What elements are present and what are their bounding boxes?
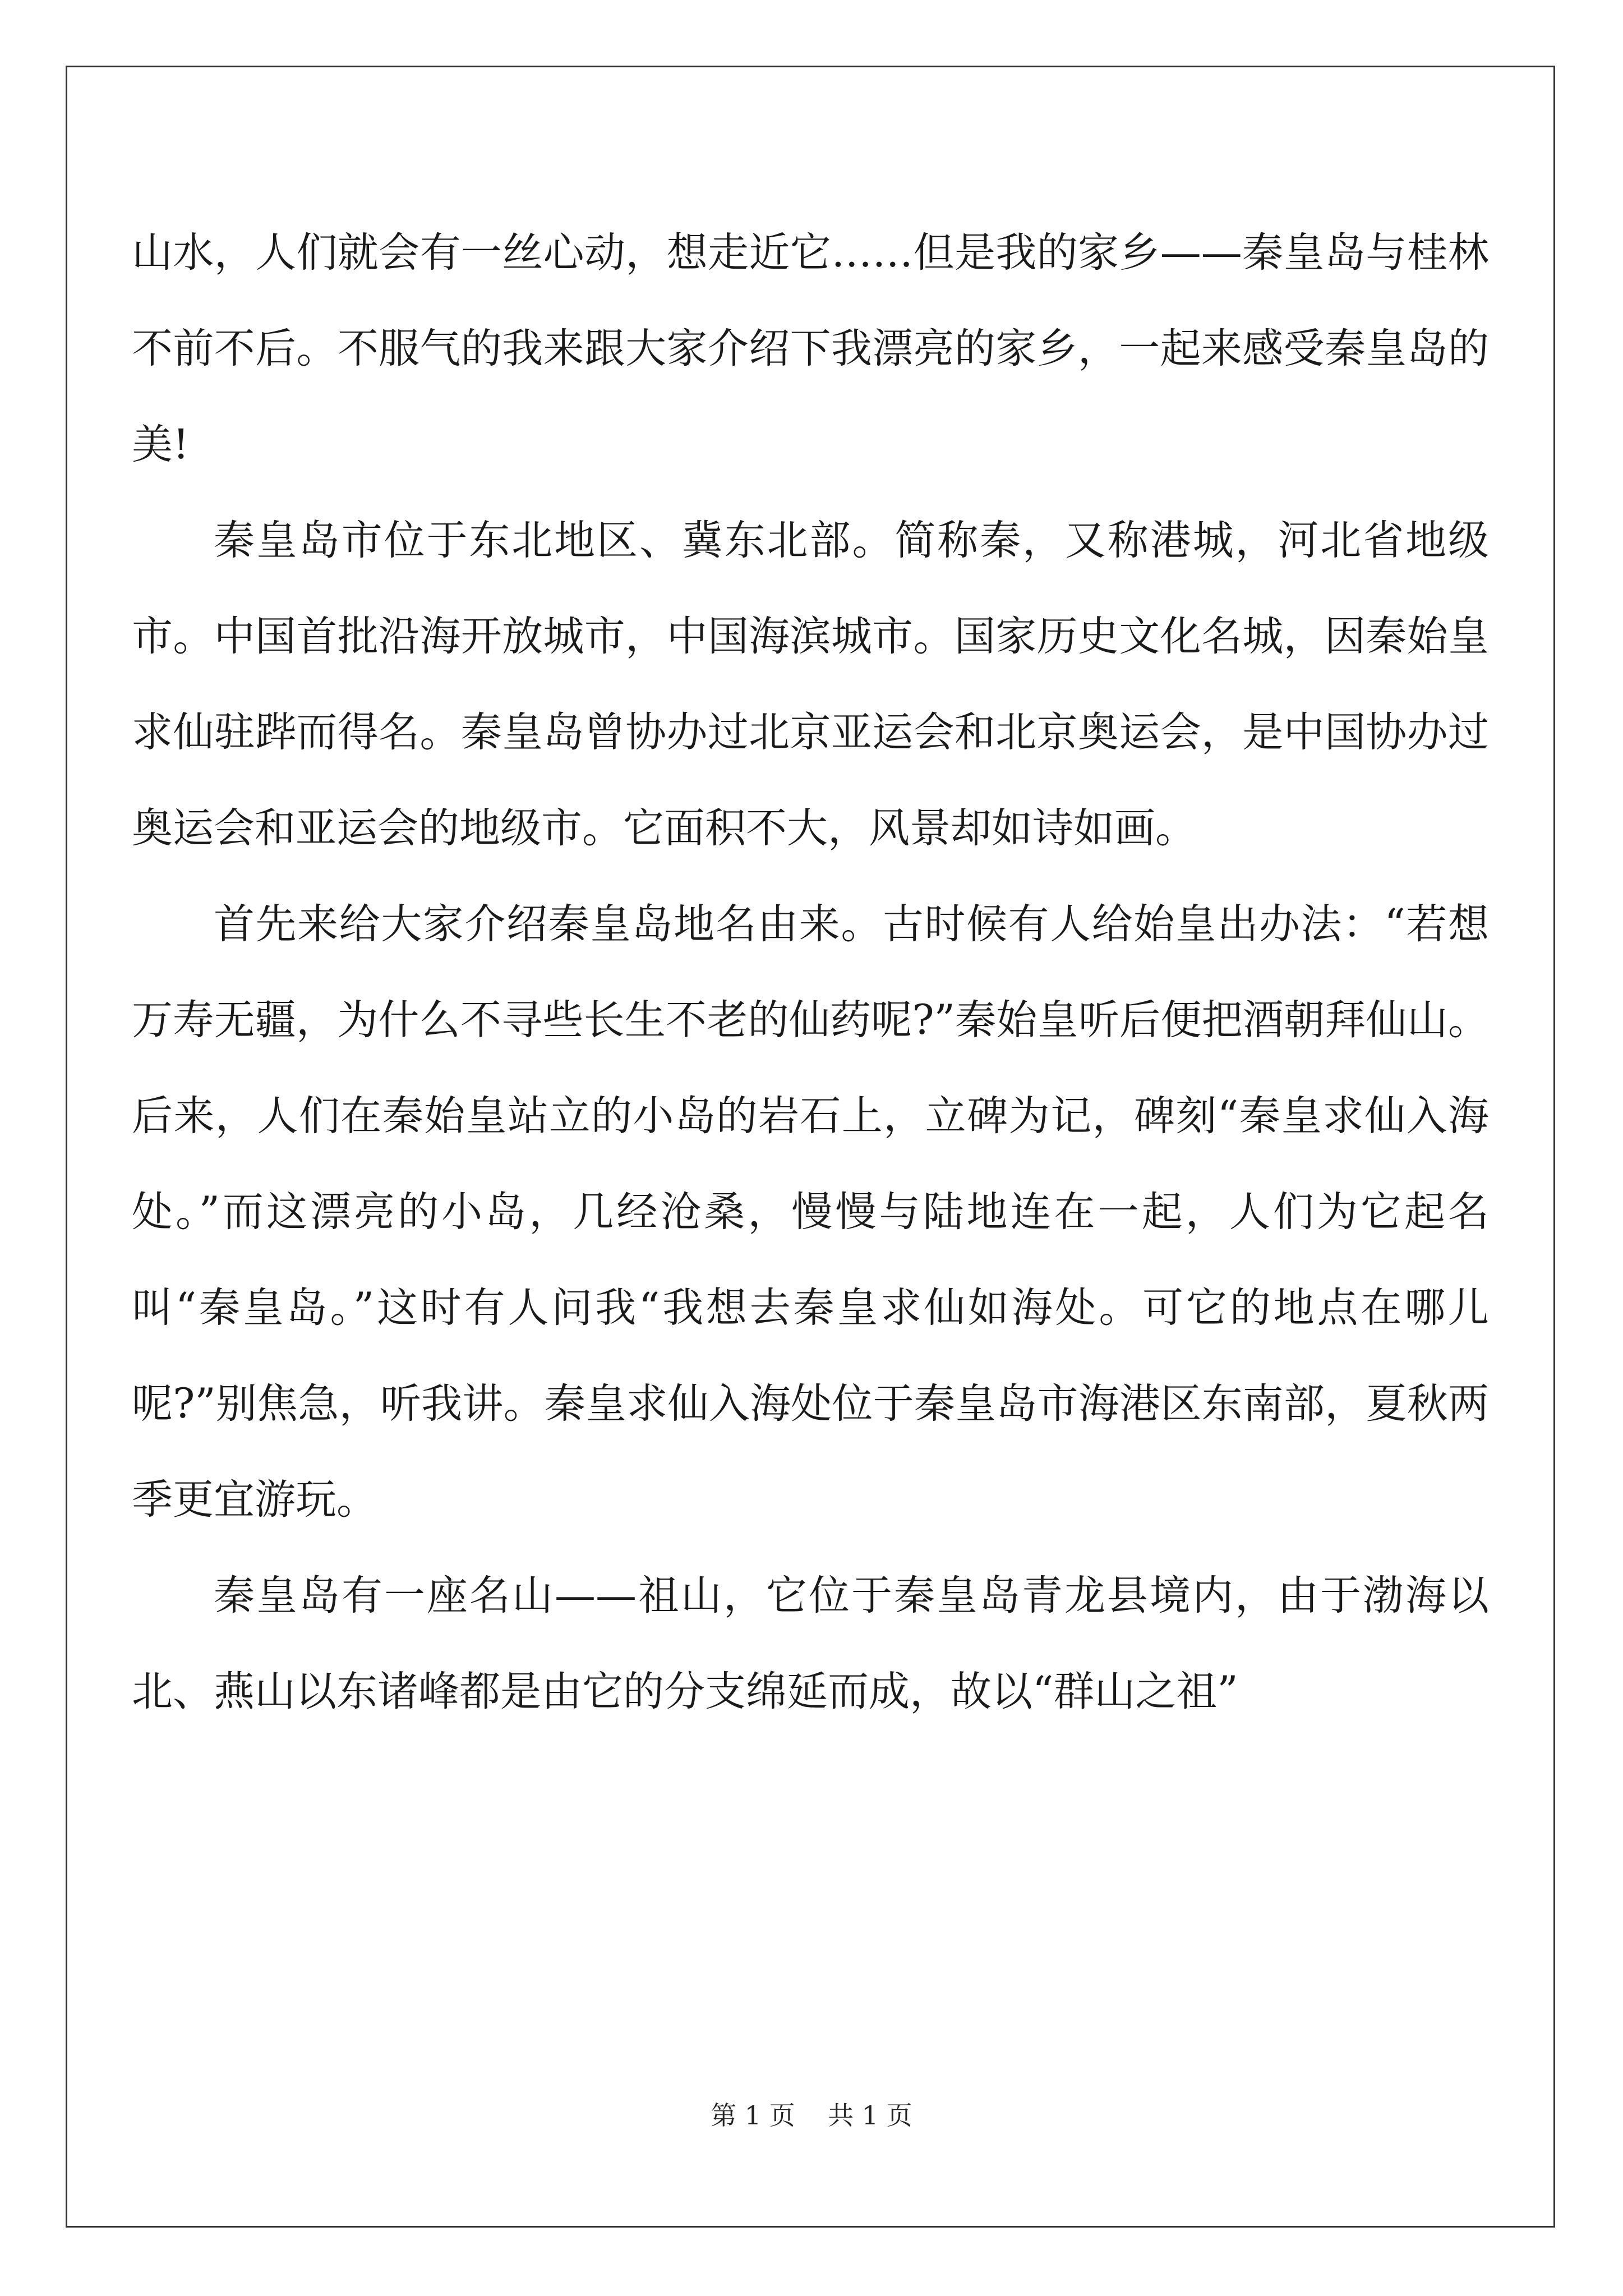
paragraph-3: 首先来给大家介绍秦皇岛地名由来。古时候有人给始皇出办法：“若想万寿无疆，为什么不寻些长生不老的仙药呢?”秦始皇听后便把酒朝拜仙山。后来，人们在秦始皇站立的小岛的岩石上，立碑为记，碑刻“秦皇求仙入海处。”而这漂亮的小岛，几经沧桑，慢慢与陆地连在一起，人们为它起名叫“秦皇岛。”这时有人问我“我想去秦皇求仙如海处。可它的地点在哪儿呢?”别焦急，听我讲。秦皇求仙入海处位于秦皇岛市海港区东南部，夏秋两季更宜游玩。	[132, 900, 1489, 1524]
page-number-footer: 第 1 页 共 1 页	[711, 2100, 912, 2131]
paragraph-4: 秦皇岛有一座名山——祖山，它位于秦皇岛青龙县境内，由于渤海以北、燕山以东诸峰都是由它的分支绵延而成，故以“群山之祖”	[132, 1572, 1489, 1715]
paragraph-2: 秦皇岛市位于东北地区、冀东北部。简称秦，又称港城，河北省地级市。中国首批沿海开放城市，中国海滨城市。国家历史文化名城，因秦始皇求仙驻跸而得名。秦皇岛曾协办过北京亚运会和北京奥运会，是中国协办过奥运会和亚运会的地级市。它面积不大，风景却如诗如画。	[132, 517, 1489, 852]
document-body	[132, 205, 1489, 1740]
paragraph-1: 山水，人们就会有一丝心动，想走近它……但是我的家乡——秦皇岛与桂林不前不后。不服气的我来跟大家介绍下我漂亮的家乡，一起来感受秦皇岛的美!	[132, 229, 1489, 468]
